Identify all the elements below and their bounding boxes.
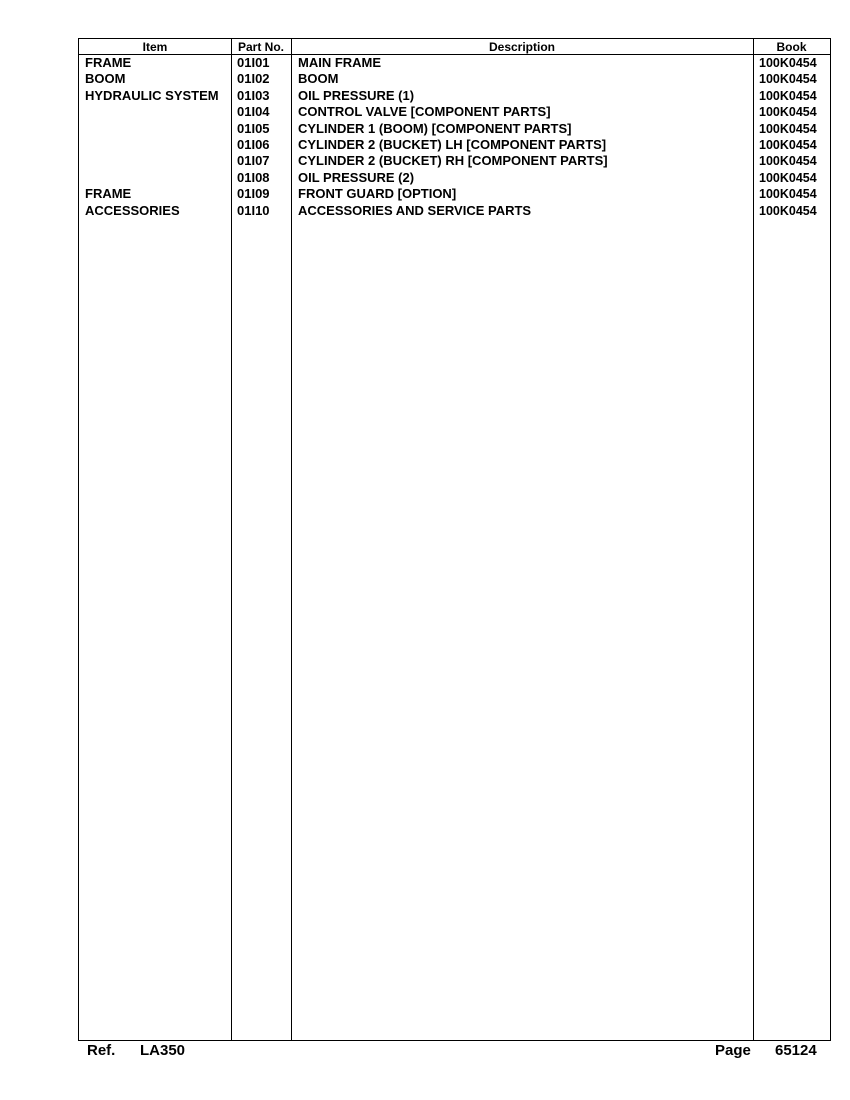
header-book: Book — [776, 40, 807, 54]
row-book: 100K0454 — [759, 203, 817, 218]
row-book: 100K0454 — [759, 72, 817, 87]
row-book: 100K0454 — [759, 154, 817, 169]
table-row — [79, 104, 830, 120]
row-book: 100K0454 — [759, 170, 817, 185]
footer-ref-value: LA350 — [140, 1042, 186, 1059]
table-body — [79, 55, 830, 219]
footer-page-number: 65124 — [775, 1042, 817, 1059]
parts-table — [78, 38, 831, 1041]
row-part-no: 01I02 — [237, 71, 270, 87]
table-row — [79, 88, 830, 104]
row-part-no: 01I08 — [237, 169, 270, 185]
header-item: Item — [142, 40, 168, 54]
row-part-no: 01I03 — [237, 87, 270, 103]
row-description: BOOM — [298, 71, 339, 87]
row-description: CYLINDER 1 (BOOM) [COMPONENT PARTS] — [298, 120, 572, 136]
table-row — [79, 121, 830, 137]
footer-page-label: Page — [715, 1042, 751, 1059]
row-description: ACCESSORIES AND SERVICE PARTS — [298, 202, 532, 218]
row-part-no: 01I10 — [237, 202, 270, 218]
row-book: 100K0454 — [759, 105, 817, 120]
row-description: CYLINDER 2 (BUCKET) RH [COMPONENT PARTS] — [298, 153, 608, 169]
table-row — [79, 203, 830, 219]
row-description: FRONT GUARD [OPTION] — [298, 186, 457, 202]
row-part-no: 01I01 — [237, 55, 270, 70]
row-description: CONTROL VALVE [COMPONENT PARTS] — [298, 104, 551, 120]
table-row — [79, 71, 830, 87]
row-book: 100K0454 — [759, 137, 817, 152]
header-description: Description — [488, 40, 555, 54]
row-description: OIL PRESSURE (2) — [298, 169, 415, 185]
row-item: FRAME — [85, 55, 132, 70]
table-row — [79, 55, 830, 71]
row-description: CYLINDER 2 (BUCKET) LH [COMPONENT PARTS] — [298, 136, 607, 152]
row-part-no: 01I04 — [237, 104, 270, 120]
row-part-no: 01I05 — [237, 120, 270, 136]
table-row — [79, 186, 830, 202]
row-description: OIL PRESSURE (1) — [298, 87, 415, 103]
row-book: 100K0454 — [759, 88, 817, 103]
row-item: BOOM — [85, 71, 126, 87]
header-part-no: Part No. — [237, 40, 284, 54]
row-part-no: 01I09 — [237, 186, 270, 202]
row-part-no: 01I07 — [237, 153, 270, 169]
row-book: 100K0454 — [759, 121, 817, 136]
row-item: ACCESSORIES — [85, 202, 180, 218]
row-description: MAIN FRAME — [298, 55, 382, 70]
footer-ref-label: Ref. — [87, 1042, 116, 1059]
table-row — [79, 153, 830, 169]
row-book: 100K0454 — [759, 187, 817, 202]
row-book: 100K0454 — [759, 56, 817, 70]
row-item: HYDRAULIC SYSTEM — [85, 87, 219, 103]
row-item: FRAME — [85, 186, 132, 202]
row-part-no: 01I06 — [237, 136, 270, 152]
table-row — [79, 170, 830, 186]
table-row — [79, 137, 830, 153]
